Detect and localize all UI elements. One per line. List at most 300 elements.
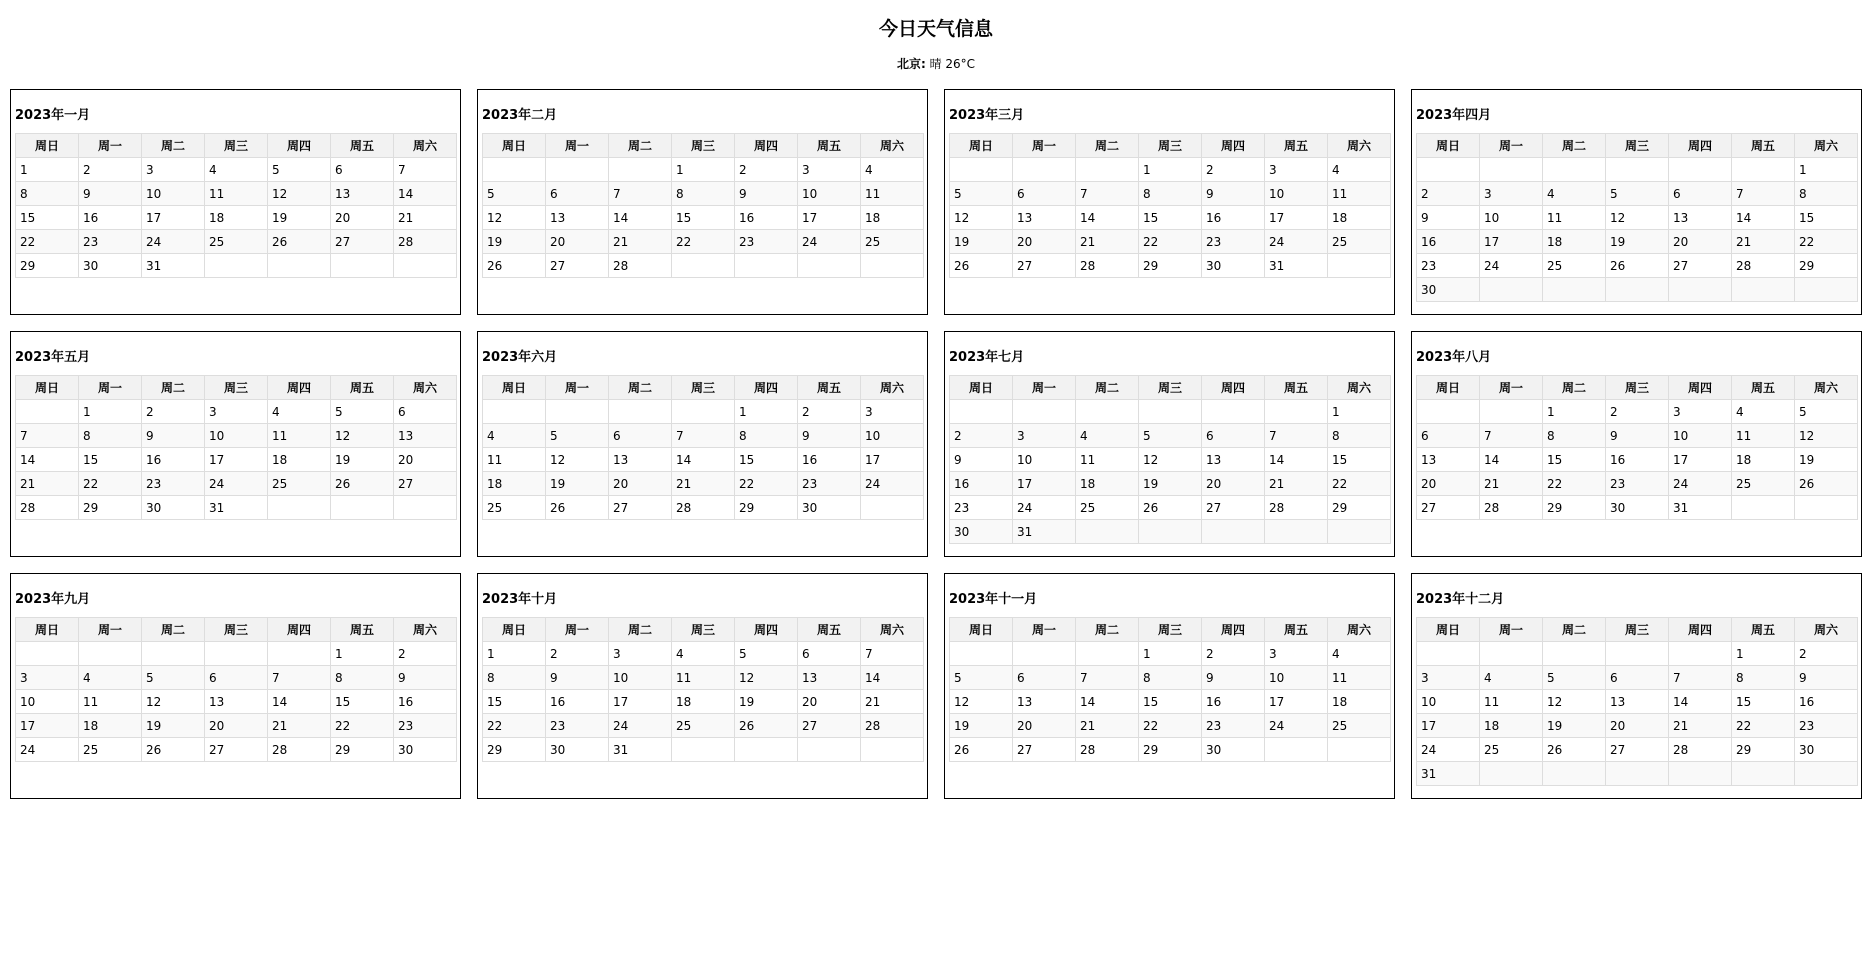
day-cell: 5 [331, 400, 394, 424]
day-cell: 6 [1202, 424, 1265, 448]
weekday-header: 周四 [268, 376, 331, 400]
week-row [483, 666, 924, 690]
day-cell: 1 [331, 642, 394, 666]
day-cell: 16 [142, 448, 205, 472]
day-cell: 9 [1202, 666, 1265, 690]
day-cell: 2 [735, 158, 798, 182]
day-cell: 24 [1265, 230, 1328, 254]
day-cell: 20 [546, 230, 609, 254]
day-cell: 10 [205, 424, 268, 448]
day-cell: 8 [1732, 666, 1795, 690]
weekday-header: 周三 [1139, 376, 1202, 400]
week-row [483, 738, 924, 762]
day-cell: 27 [609, 496, 672, 520]
weekday-header: 周一 [1480, 134, 1543, 158]
day-cell [1328, 520, 1391, 544]
day-cell: 15 [16, 206, 79, 230]
day-cell: 15 [1328, 448, 1391, 472]
day-cell: 11 [205, 182, 268, 206]
day-cell: 11 [1543, 206, 1606, 230]
day-cell: 27 [546, 254, 609, 278]
day-cell: 19 [142, 714, 205, 738]
weekday-header-row [483, 618, 924, 642]
week-row [1417, 206, 1858, 230]
day-cell: 30 [1202, 254, 1265, 278]
day-cell: 12 [1606, 206, 1669, 230]
day-cell: 12 [331, 424, 394, 448]
day-cell: 27 [798, 714, 861, 738]
day-cell: 28 [16, 496, 79, 520]
day-cell: 23 [1202, 714, 1265, 738]
day-cell: 18 [1543, 230, 1606, 254]
day-cell [1795, 762, 1858, 786]
day-cell: 11 [861, 182, 924, 206]
day-cell: 28 [1732, 254, 1795, 278]
day-cell: 19 [331, 448, 394, 472]
day-cell: 2 [1606, 400, 1669, 424]
week-row [1417, 230, 1858, 254]
week-row [950, 230, 1391, 254]
day-cell [1480, 762, 1543, 786]
day-cell: 20 [798, 690, 861, 714]
weekday-header: 周日 [483, 376, 546, 400]
day-cell: 16 [1417, 230, 1480, 254]
day-cell: 29 [79, 496, 142, 520]
calendar-table [15, 617, 457, 762]
day-cell: 22 [1795, 230, 1858, 254]
day-cell: 30 [394, 738, 457, 762]
day-cell: 8 [1795, 182, 1858, 206]
day-cell: 23 [1202, 230, 1265, 254]
week-row [16, 666, 457, 690]
weekday-header: 周五 [1265, 618, 1328, 642]
weekday-header: 周六 [861, 376, 924, 400]
day-cell: 3 [798, 158, 861, 182]
day-cell: 26 [546, 496, 609, 520]
day-cell: 1 [483, 642, 546, 666]
day-cell: 22 [1139, 714, 1202, 738]
weekday-header-row [16, 376, 457, 400]
day-cell: 15 [483, 690, 546, 714]
day-cell: 29 [1795, 254, 1858, 278]
day-cell [1669, 762, 1732, 786]
day-cell: 28 [609, 254, 672, 278]
day-cell: 2 [1417, 182, 1480, 206]
day-cell: 5 [546, 424, 609, 448]
day-cell: 3 [861, 400, 924, 424]
day-cell: 11 [672, 666, 735, 690]
week-row [16, 714, 457, 738]
day-cell: 1 [1139, 158, 1202, 182]
day-cell: 14 [16, 448, 79, 472]
day-cell: 6 [798, 642, 861, 666]
day-cell: 16 [394, 690, 457, 714]
page-title: 今日天气信息 [878, 18, 993, 40]
day-cell: 11 [268, 424, 331, 448]
weekday-header: 周六 [1795, 618, 1858, 642]
weekday-header: 周五 [798, 376, 861, 400]
day-cell [394, 496, 457, 520]
day-cell [861, 496, 924, 520]
day-cell: 22 [672, 230, 735, 254]
day-cell: 7 [1265, 424, 1328, 448]
day-cell: 14 [268, 690, 331, 714]
week-row [950, 424, 1391, 448]
week-row [1417, 690, 1858, 714]
weekday-header: 周五 [331, 134, 394, 158]
day-cell: 26 [483, 254, 546, 278]
week-row [1417, 762, 1858, 786]
week-row [1417, 642, 1858, 666]
day-cell: 15 [1795, 206, 1858, 230]
day-cell: 4 [483, 424, 546, 448]
day-cell: 23 [79, 230, 142, 254]
week-row [950, 472, 1391, 496]
day-cell: 7 [609, 182, 672, 206]
day-cell: 9 [546, 666, 609, 690]
day-cell: 14 [1732, 206, 1795, 230]
day-cell: 25 [1076, 496, 1139, 520]
day-cell: 10 [1669, 424, 1732, 448]
day-cell: 4 [1328, 158, 1391, 182]
day-cell [1328, 254, 1391, 278]
day-cell: 11 [79, 690, 142, 714]
weekday-header: 周一 [1013, 376, 1076, 400]
day-cell: 15 [1139, 206, 1202, 230]
week-row [16, 496, 457, 520]
day-cell: 4 [672, 642, 735, 666]
month-title: 2023年十二月 [1416, 592, 1505, 607]
weekday-header: 周二 [1076, 376, 1139, 400]
week-row [1417, 424, 1858, 448]
day-cell: 4 [205, 158, 268, 182]
week-row [950, 182, 1391, 206]
week-row [483, 424, 924, 448]
week-row [950, 690, 1391, 714]
day-cell: 9 [950, 448, 1013, 472]
day-cell: 28 [268, 738, 331, 762]
day-cell [394, 254, 457, 278]
day-cell: 20 [1669, 230, 1732, 254]
day-cell: 6 [205, 666, 268, 690]
weekday-header: 周四 [1202, 618, 1265, 642]
day-cell: 26 [1543, 738, 1606, 762]
day-cell: 19 [1606, 230, 1669, 254]
day-cell [1013, 400, 1076, 424]
day-cell: 30 [142, 496, 205, 520]
calendar-table [482, 133, 924, 278]
day-cell: 12 [1795, 424, 1858, 448]
weekday-header: 周六 [394, 134, 457, 158]
day-cell: 27 [1013, 254, 1076, 278]
day-cell: 23 [142, 472, 205, 496]
day-cell: 13 [394, 424, 457, 448]
day-cell [1543, 158, 1606, 182]
day-cell: 31 [1669, 496, 1732, 520]
month-title: 2023年九月 [15, 592, 91, 607]
day-cell: 12 [735, 666, 798, 690]
day-cell: 22 [1139, 230, 1202, 254]
day-cell: 15 [672, 206, 735, 230]
day-cell: 21 [16, 472, 79, 496]
weekday-header: 周日 [483, 618, 546, 642]
weekday-header: 周二 [142, 134, 205, 158]
day-cell: 2 [1202, 158, 1265, 182]
day-cell: 2 [950, 424, 1013, 448]
month-calendar [10, 331, 461, 557]
day-cell: 26 [950, 738, 1013, 762]
day-cell: 18 [1076, 472, 1139, 496]
day-cell [798, 738, 861, 762]
day-cell: 15 [1732, 690, 1795, 714]
day-cell: 29 [331, 738, 394, 762]
day-cell: 22 [483, 714, 546, 738]
day-cell: 7 [1076, 666, 1139, 690]
day-cell: 26 [142, 738, 205, 762]
day-cell: 1 [1543, 400, 1606, 424]
weekday-header: 周三 [672, 618, 735, 642]
day-cell [79, 642, 142, 666]
week-row [950, 206, 1391, 230]
day-cell: 17 [1265, 690, 1328, 714]
month-calendar [944, 89, 1395, 315]
day-cell: 17 [16, 714, 79, 738]
weekday-header: 周五 [798, 134, 861, 158]
weather-city: 北京: [896, 57, 926, 71]
day-cell: 2 [394, 642, 457, 666]
day-cell: 30 [1202, 738, 1265, 762]
weekday-header: 周四 [1669, 376, 1732, 400]
day-cell: 9 [142, 424, 205, 448]
weekday-header-row [16, 618, 457, 642]
day-cell [1606, 158, 1669, 182]
day-cell: 26 [1795, 472, 1858, 496]
weekday-header: 周三 [1606, 618, 1669, 642]
day-cell: 10 [798, 182, 861, 206]
weekday-header: 周四 [268, 134, 331, 158]
weekday-header: 周四 [1669, 134, 1732, 158]
day-cell [1732, 278, 1795, 302]
weekday-header: 周二 [1076, 618, 1139, 642]
day-cell: 5 [483, 182, 546, 206]
calendar-table [482, 375, 924, 520]
week-row [16, 448, 457, 472]
day-cell: 6 [1417, 424, 1480, 448]
weekday-header: 周一 [1013, 618, 1076, 642]
day-cell [1202, 400, 1265, 424]
weekday-header-row [950, 376, 1391, 400]
day-cell: 27 [394, 472, 457, 496]
week-row [950, 666, 1391, 690]
day-cell: 28 [1076, 738, 1139, 762]
weekday-header: 周日 [950, 618, 1013, 642]
day-cell: 20 [1202, 472, 1265, 496]
day-cell: 21 [609, 230, 672, 254]
day-cell [1543, 278, 1606, 302]
day-cell [483, 400, 546, 424]
weekday-header-row [1417, 618, 1858, 642]
day-cell [142, 642, 205, 666]
day-cell: 8 [16, 182, 79, 206]
calendar-table [482, 617, 924, 762]
day-cell: 5 [1139, 424, 1202, 448]
day-cell: 6 [1669, 182, 1732, 206]
week-row [950, 254, 1391, 278]
day-cell: 23 [798, 472, 861, 496]
day-cell: 18 [1480, 714, 1543, 738]
day-cell [609, 158, 672, 182]
day-cell: 14 [1076, 206, 1139, 230]
day-cell: 13 [1202, 448, 1265, 472]
weekday-header: 周六 [861, 134, 924, 158]
day-cell: 21 [268, 714, 331, 738]
day-cell: 18 [1732, 448, 1795, 472]
week-row [483, 448, 924, 472]
day-cell: 6 [609, 424, 672, 448]
weekday-header: 周六 [1795, 134, 1858, 158]
weekday-header: 周二 [1543, 376, 1606, 400]
day-cell: 4 [268, 400, 331, 424]
day-cell: 12 [483, 206, 546, 230]
day-cell [1417, 158, 1480, 182]
month-title: 2023年十月 [482, 592, 558, 607]
day-cell: 21 [1732, 230, 1795, 254]
day-cell: 6 [331, 158, 394, 182]
weekday-header-row [1417, 376, 1858, 400]
day-cell: 11 [1328, 666, 1391, 690]
day-cell: 7 [1076, 182, 1139, 206]
day-cell: 4 [79, 666, 142, 690]
day-cell: 17 [1417, 714, 1480, 738]
day-cell: 30 [798, 496, 861, 520]
week-row [950, 400, 1391, 424]
day-cell [672, 738, 735, 762]
week-row [16, 254, 457, 278]
calendar-grid [10, 89, 1862, 799]
day-cell: 14 [609, 206, 672, 230]
day-cell: 20 [331, 206, 394, 230]
day-cell: 19 [950, 714, 1013, 738]
week-row [483, 472, 924, 496]
day-cell: 17 [1265, 206, 1328, 230]
day-cell: 24 [142, 230, 205, 254]
day-cell: 13 [1606, 690, 1669, 714]
month-title: 2023年四月 [1416, 108, 1492, 123]
day-cell [672, 400, 735, 424]
week-row [1417, 182, 1858, 206]
day-cell: 26 [331, 472, 394, 496]
day-cell: 20 [205, 714, 268, 738]
weekday-header: 周六 [394, 376, 457, 400]
day-cell [1669, 278, 1732, 302]
weekday-header: 周五 [1265, 134, 1328, 158]
day-cell: 6 [1013, 666, 1076, 690]
day-cell: 28 [394, 230, 457, 254]
weekday-header: 周二 [1076, 134, 1139, 158]
day-cell: 8 [735, 424, 798, 448]
month-calendar [944, 331, 1395, 557]
weekday-header: 周三 [1606, 134, 1669, 158]
week-row [950, 642, 1391, 666]
day-cell: 12 [1139, 448, 1202, 472]
day-cell: 30 [950, 520, 1013, 544]
day-cell [1669, 158, 1732, 182]
day-cell [1480, 400, 1543, 424]
day-cell: 13 [546, 206, 609, 230]
day-cell: 19 [1795, 448, 1858, 472]
day-cell: 13 [609, 448, 672, 472]
day-cell [672, 254, 735, 278]
day-cell: 7 [268, 666, 331, 690]
weekday-header: 周六 [1328, 134, 1391, 158]
day-cell: 18 [1328, 690, 1391, 714]
day-cell: 18 [861, 206, 924, 230]
day-cell: 1 [1795, 158, 1858, 182]
day-cell [861, 254, 924, 278]
day-cell: 23 [1417, 254, 1480, 278]
day-cell: 25 [483, 496, 546, 520]
day-cell: 10 [1013, 448, 1076, 472]
day-cell: 30 [79, 254, 142, 278]
day-cell [16, 642, 79, 666]
day-cell: 23 [1606, 472, 1669, 496]
day-cell: 21 [1265, 472, 1328, 496]
week-row [16, 230, 457, 254]
weekday-header: 周一 [79, 376, 142, 400]
day-cell: 17 [609, 690, 672, 714]
day-cell: 25 [1543, 254, 1606, 278]
day-cell [1139, 400, 1202, 424]
weekday-header: 周五 [1265, 376, 1328, 400]
calendar-table [1416, 133, 1858, 302]
weekday-header: 周日 [950, 134, 1013, 158]
day-cell: 29 [483, 738, 546, 762]
day-cell: 5 [268, 158, 331, 182]
day-cell: 24 [16, 738, 79, 762]
day-cell [16, 400, 79, 424]
day-cell: 22 [1328, 472, 1391, 496]
day-cell: 5 [950, 666, 1013, 690]
month-calendar [477, 89, 928, 315]
week-row [1417, 714, 1858, 738]
day-cell: 13 [798, 666, 861, 690]
day-cell: 10 [142, 182, 205, 206]
day-cell: 3 [1265, 642, 1328, 666]
day-cell: 8 [79, 424, 142, 448]
day-cell: 25 [672, 714, 735, 738]
day-cell: 16 [79, 206, 142, 230]
month-calendar [10, 573, 461, 799]
day-cell: 16 [735, 206, 798, 230]
week-row [483, 690, 924, 714]
day-cell: 24 [1265, 714, 1328, 738]
day-cell: 26 [1606, 254, 1669, 278]
day-cell [1265, 400, 1328, 424]
day-cell: 22 [1543, 472, 1606, 496]
day-cell: 10 [16, 690, 79, 714]
day-cell [1265, 738, 1328, 762]
day-cell: 4 [1480, 666, 1543, 690]
day-cell: 26 [950, 254, 1013, 278]
day-cell: 8 [483, 666, 546, 690]
day-cell [1606, 762, 1669, 786]
day-cell: 9 [1795, 666, 1858, 690]
day-cell: 21 [1480, 472, 1543, 496]
weekday-header: 周二 [609, 134, 672, 158]
day-cell: 24 [609, 714, 672, 738]
week-row [16, 642, 457, 666]
day-cell: 3 [1480, 182, 1543, 206]
